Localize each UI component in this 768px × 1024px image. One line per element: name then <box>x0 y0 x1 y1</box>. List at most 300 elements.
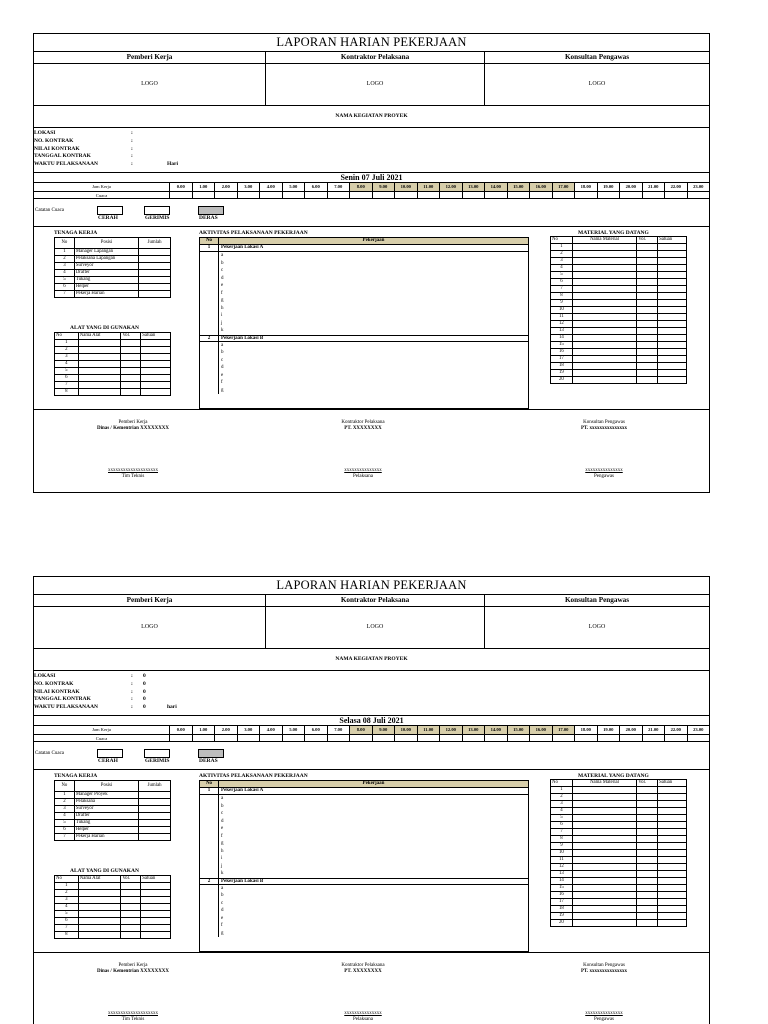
tools-cell[interactable] <box>121 911 141 918</box>
material-cell[interactable] <box>658 363 687 370</box>
tools-cell[interactable] <box>141 382 171 389</box>
tools-cell[interactable] <box>141 911 171 918</box>
labour-count[interactable] <box>139 834 171 841</box>
activity-item-row[interactable] <box>200 327 528 335</box>
weather-cell[interactable] <box>529 192 552 199</box>
material-cell[interactable] <box>658 286 687 293</box>
weather-cell[interactable] <box>552 735 575 742</box>
activity-item-row[interactable] <box>200 915 528 923</box>
tools-cell[interactable] <box>78 340 121 347</box>
material-no: 18 <box>551 363 573 370</box>
material-row <box>551 808 687 815</box>
weather-option-label: CERAH <box>98 215 118 221</box>
material-cell[interactable] <box>637 335 658 342</box>
activity-item-row[interactable] <box>200 870 528 878</box>
material-cell[interactable] <box>572 857 636 864</box>
material-cell[interactable] <box>658 244 687 251</box>
weather-cell[interactable] <box>439 735 462 742</box>
material-cell[interactable] <box>658 843 687 850</box>
material-cell[interactable] <box>637 307 658 314</box>
weather-cell[interactable] <box>237 735 260 742</box>
material-cell[interactable] <box>637 258 658 265</box>
info-label: NILAI KONTRAK <box>34 145 80 152</box>
material-cell[interactable] <box>658 892 687 899</box>
material-cell[interactable] <box>658 314 687 321</box>
material-cell[interactable] <box>658 801 687 808</box>
tools-cell[interactable] <box>141 925 171 932</box>
tools-cell[interactable] <box>121 354 141 361</box>
tools-cell[interactable] <box>141 375 171 382</box>
tools-cell[interactable] <box>121 382 141 389</box>
hour-cell: 0.00 <box>169 726 192 734</box>
weather-cell[interactable] <box>642 192 665 199</box>
labour-header: Jumlah <box>139 238 171 249</box>
material-cell[interactable] <box>658 864 687 871</box>
material-cell[interactable] <box>637 850 658 857</box>
material-cell[interactable] <box>637 892 658 899</box>
activity-item-row[interactable] <box>200 349 528 357</box>
tools-cell[interactable] <box>78 890 121 897</box>
tools-cell[interactable] <box>78 925 121 932</box>
tools-cell[interactable] <box>121 361 141 368</box>
material-cell[interactable] <box>572 906 636 913</box>
material-cell[interactable] <box>658 342 687 349</box>
activity-item-row[interactable] <box>200 818 528 826</box>
activity-item-row[interactable] <box>200 863 528 871</box>
material-row <box>551 272 687 279</box>
tools-cell[interactable] <box>141 897 171 904</box>
material-cell[interactable] <box>637 843 658 850</box>
labour-count[interactable] <box>139 256 171 263</box>
tools-cell[interactable] <box>141 361 171 368</box>
tools-cell[interactable] <box>78 897 121 904</box>
material-cell[interactable] <box>637 272 658 279</box>
labour-count[interactable] <box>139 806 171 813</box>
tools-cell[interactable] <box>78 918 121 925</box>
activity-item-no <box>200 810 219 818</box>
material-cell[interactable] <box>572 878 636 885</box>
activity-item-row[interactable] <box>200 252 528 260</box>
activity-item-row[interactable] <box>200 900 528 908</box>
tools-cell[interactable] <box>141 389 171 396</box>
labour-position: Surveyor <box>74 263 138 270</box>
weather-cell[interactable] <box>237 192 260 199</box>
material-cell[interactable] <box>637 370 658 377</box>
tools-cell[interactable] <box>121 890 141 897</box>
material-cell[interactable] <box>637 377 658 384</box>
material-cell[interactable] <box>658 377 687 384</box>
material-cell[interactable] <box>637 878 658 885</box>
tools-cell[interactable] <box>78 347 121 354</box>
weather-swatch-gerimis <box>144 206 170 215</box>
material-cell[interactable] <box>572 850 636 857</box>
tools-cell[interactable] <box>141 890 171 897</box>
activity-item-row[interactable] <box>200 848 528 856</box>
weather-cell[interactable] <box>507 735 530 742</box>
material-cell[interactable] <box>658 787 687 794</box>
tools-cell[interactable] <box>121 897 141 904</box>
material-cell[interactable] <box>658 822 687 829</box>
activity-item-row[interactable] <box>200 312 528 320</box>
material-cell[interactable] <box>658 850 687 857</box>
signature-role: Kontraktor Pelaksana <box>341 420 385 425</box>
activity-item-row[interactable] <box>200 290 528 298</box>
weather-cell[interactable] <box>552 192 575 199</box>
tools-cell[interactable] <box>78 382 121 389</box>
weather-cell[interactable] <box>327 192 350 199</box>
material-cell[interactable] <box>637 363 658 370</box>
material-cell[interactable] <box>572 822 636 829</box>
activity-item-row[interactable] <box>200 275 528 283</box>
material-cell[interactable] <box>637 815 658 822</box>
activity-item-row[interactable] <box>200 357 528 365</box>
weather-cell[interactable] <box>484 735 507 742</box>
weather-cell[interactable] <box>304 735 327 742</box>
material-cell[interactable] <box>658 349 687 356</box>
material-cell[interactable] <box>658 307 687 314</box>
material-cell[interactable] <box>637 836 658 843</box>
weather-cell[interactable] <box>664 192 687 199</box>
material-cell[interactable] <box>572 293 636 300</box>
activity-item-row[interactable] <box>200 305 528 313</box>
weather-cell[interactable] <box>642 735 665 742</box>
weather-cell[interactable] <box>304 192 327 199</box>
activity-item-row[interactable] <box>200 795 528 803</box>
activity-item-row[interactable] <box>200 930 528 938</box>
tools-row <box>55 347 171 354</box>
material-row <box>551 892 687 899</box>
material-cell[interactable] <box>637 356 658 363</box>
activity-item-row[interactable] <box>200 840 528 848</box>
tools-cell[interactable] <box>121 375 141 382</box>
material-cell[interactable] <box>637 801 658 808</box>
material-cell[interactable] <box>637 321 658 328</box>
material-cell[interactable] <box>637 265 658 272</box>
activity-item-row[interactable] <box>200 379 528 387</box>
weather-cell[interactable] <box>687 735 710 742</box>
tools-cell[interactable] <box>141 340 171 347</box>
material-cell[interactable] <box>572 864 636 871</box>
weather-cell[interactable] <box>597 192 620 199</box>
weather-cell[interactable] <box>327 735 350 742</box>
material-cell[interactable] <box>658 913 687 920</box>
material-cell[interactable] <box>572 920 636 927</box>
tools-header: No <box>55 333 79 340</box>
activity-item-row[interactable] <box>200 372 528 380</box>
material-cell[interactable] <box>572 335 636 342</box>
activity-item-row[interactable] <box>200 892 528 900</box>
activity-item-row[interactable] <box>200 885 528 893</box>
weather-cell[interactable] <box>259 735 282 742</box>
tools-cell[interactable] <box>141 354 171 361</box>
material-cell[interactable] <box>658 815 687 822</box>
material-cell[interactable] <box>658 836 687 843</box>
material-cell[interactable] <box>572 899 636 906</box>
material-cell[interactable] <box>658 321 687 328</box>
material-cell[interactable] <box>572 321 636 328</box>
tools-cell[interactable] <box>141 918 171 925</box>
material-cell[interactable] <box>637 279 658 286</box>
activity-item-letter: a <box>221 885 224 891</box>
material-cell[interactable] <box>658 808 687 815</box>
weather-cell[interactable] <box>417 192 440 199</box>
material-cell[interactable] <box>572 885 636 892</box>
material-no: 1 <box>551 244 573 251</box>
activity-item-letter: e <box>221 915 224 921</box>
material-cell[interactable] <box>572 328 636 335</box>
weather-cell[interactable] <box>619 192 642 199</box>
material-cell[interactable] <box>572 272 636 279</box>
material-cell[interactable] <box>658 335 687 342</box>
material-cell[interactable] <box>637 293 658 300</box>
material-cell[interactable] <box>658 279 687 286</box>
material-cell[interactable] <box>658 899 687 906</box>
material-cell[interactable] <box>658 251 687 258</box>
activity-item-letter: a <box>221 253 224 258</box>
labour-count[interactable] <box>139 813 171 820</box>
material-cell[interactable] <box>637 244 658 251</box>
material-cell[interactable] <box>572 829 636 836</box>
weather-cell[interactable] <box>417 735 440 742</box>
material-cell[interactable] <box>572 244 636 251</box>
material-cell[interactable] <box>572 356 636 363</box>
activity-item-row[interactable] <box>200 833 528 841</box>
weather-cell[interactable] <box>192 735 215 742</box>
tools-cell[interactable] <box>78 361 121 368</box>
activity-item-row[interactable] <box>200 907 528 915</box>
weather-hour-row[interactable] <box>169 192 709 199</box>
material-cell[interactable] <box>637 794 658 801</box>
material-cell[interactable] <box>572 265 636 272</box>
material-row <box>551 300 687 307</box>
weather-cell[interactable] <box>214 192 237 199</box>
tools-cell[interactable] <box>121 389 141 396</box>
material-cell[interactable] <box>637 349 658 356</box>
material-cell[interactable] <box>572 314 636 321</box>
activity-item-row[interactable] <box>200 810 528 818</box>
material-cell[interactable] <box>658 906 687 913</box>
weather-cell[interactable] <box>282 192 305 199</box>
material-cell[interactable] <box>637 857 658 864</box>
material-cell[interactable] <box>637 808 658 815</box>
tools-cell[interactable] <box>141 932 171 939</box>
info-value: 0 <box>143 696 146 703</box>
weather-cell[interactable] <box>574 192 597 199</box>
material-cell[interactable] <box>637 251 658 258</box>
material-cell[interactable] <box>572 892 636 899</box>
material-cell[interactable] <box>572 808 636 815</box>
tools-cell[interactable] <box>78 932 121 939</box>
tools-cell[interactable] <box>141 904 171 911</box>
material-cell[interactable] <box>637 328 658 335</box>
material-cell[interactable] <box>572 801 636 808</box>
material-cell[interactable] <box>637 906 658 913</box>
weather-cell[interactable] <box>169 735 192 742</box>
tools-row <box>55 897 171 904</box>
signature-party <box>58 963 208 975</box>
material-cell[interactable] <box>637 829 658 836</box>
material-cell[interactable] <box>637 342 658 349</box>
weather-cell[interactable] <box>394 192 417 199</box>
tools-cell[interactable] <box>78 389 121 396</box>
labour-count[interactable] <box>139 284 171 291</box>
tools-cell[interactable] <box>78 904 121 911</box>
tools-cell[interactable] <box>78 375 121 382</box>
tools-no: 1 <box>55 340 79 347</box>
activity-item-row[interactable] <box>200 364 528 372</box>
labour-count[interactable] <box>139 827 171 834</box>
activity-item-row[interactable] <box>200 803 528 811</box>
tools-cell[interactable] <box>141 347 171 354</box>
weather-cell[interactable] <box>372 735 395 742</box>
material-cell[interactable] <box>637 899 658 906</box>
activity-item-row[interactable] <box>200 267 528 275</box>
material-cell[interactable] <box>637 314 658 321</box>
material-cell[interactable] <box>658 857 687 864</box>
material-cell[interactable] <box>572 787 636 794</box>
material-cell[interactable] <box>637 300 658 307</box>
weather-cell[interactable] <box>687 192 710 199</box>
material-cell[interactable] <box>658 258 687 265</box>
tools-cell[interactable] <box>78 354 121 361</box>
labour-count[interactable] <box>139 263 171 270</box>
weather-cell[interactable] <box>349 735 372 742</box>
weather-cell[interactable] <box>529 735 552 742</box>
weather-cell[interactable] <box>507 192 530 199</box>
material-cell[interactable] <box>658 794 687 801</box>
tools-cell[interactable] <box>121 368 141 375</box>
labour-count[interactable] <box>139 799 171 806</box>
material-cell[interactable] <box>637 822 658 829</box>
weather-hour-row[interactable] <box>169 735 709 742</box>
labour-count[interactable] <box>139 277 171 284</box>
tools-cell[interactable] <box>78 911 121 918</box>
labour-position: Pelaksana Lapangan <box>74 256 138 263</box>
activity-item-row[interactable] <box>200 342 528 350</box>
tools-cell[interactable] <box>121 340 141 347</box>
material-cell[interactable] <box>658 829 687 836</box>
weather-cell[interactable] <box>282 735 305 742</box>
tools-cell[interactable] <box>121 918 141 925</box>
material-cell[interactable] <box>572 279 636 286</box>
material-cell[interactable] <box>658 871 687 878</box>
material-cell[interactable] <box>637 913 658 920</box>
activity-item-row[interactable] <box>200 297 528 305</box>
weather-cell[interactable] <box>259 192 282 199</box>
material-cell[interactable] <box>572 307 636 314</box>
material-cell[interactable] <box>658 885 687 892</box>
activity-group-name: Pekerjaan Lokasi B <box>221 878 264 884</box>
activity-item-row[interactable] <box>200 825 528 833</box>
hour-cell: 4.00 <box>259 726 282 734</box>
material-row <box>551 871 687 878</box>
weather-cell[interactable] <box>169 192 192 199</box>
weather-cell[interactable] <box>462 735 485 742</box>
labour-count[interactable] <box>139 270 171 277</box>
labour-count[interactable] <box>139 291 171 298</box>
material-cell[interactable] <box>658 328 687 335</box>
material-cell[interactable] <box>572 836 636 843</box>
material-cell[interactable] <box>572 342 636 349</box>
weather-cell[interactable] <box>484 192 507 199</box>
labour-row <box>55 263 171 270</box>
material-cell[interactable] <box>572 794 636 801</box>
weather-cell[interactable] <box>192 192 215 199</box>
material-cell[interactable] <box>658 878 687 885</box>
material-cell[interactable] <box>572 377 636 384</box>
weather-cell[interactable] <box>394 735 417 742</box>
weather-cell[interactable] <box>664 735 687 742</box>
tools-cell[interactable] <box>141 368 171 375</box>
labour-count[interactable] <box>139 820 171 827</box>
activity-item-row[interactable] <box>200 855 528 863</box>
weather-cell[interactable] <box>349 192 372 199</box>
tools-cell[interactable] <box>78 883 121 890</box>
material-cell[interactable] <box>637 787 658 794</box>
material-cell[interactable] <box>658 265 687 272</box>
material-cell[interactable] <box>572 251 636 258</box>
weather-cell[interactable] <box>619 735 642 742</box>
material-cell[interactable] <box>572 300 636 307</box>
activity-item-row[interactable] <box>200 922 528 930</box>
material-cell[interactable] <box>658 370 687 377</box>
tools-cell[interactable] <box>121 883 141 890</box>
activity-item-row[interactable] <box>200 320 528 328</box>
material-cell[interactable] <box>572 286 636 293</box>
material-cell[interactable] <box>572 370 636 377</box>
labour-no: 1 <box>55 249 75 256</box>
material-cell[interactable] <box>637 286 658 293</box>
labour-count[interactable] <box>139 249 171 256</box>
tools-cell[interactable] <box>121 925 141 932</box>
material-cell[interactable] <box>658 920 687 927</box>
material-cell[interactable] <box>658 272 687 279</box>
material-row <box>551 293 687 300</box>
material-cell[interactable] <box>637 920 658 927</box>
tools-cell[interactable] <box>78 368 121 375</box>
material-cell[interactable] <box>572 363 636 370</box>
info-separator: : <box>131 673 133 679</box>
material-cell[interactable] <box>637 885 658 892</box>
material-cell[interactable] <box>658 356 687 363</box>
material-cell[interactable] <box>572 349 636 356</box>
material-cell[interactable] <box>572 815 636 822</box>
material-cell[interactable] <box>572 871 636 878</box>
activity-item-row[interactable] <box>200 282 528 290</box>
tools-cell[interactable] <box>141 883 171 890</box>
activity-item-row[interactable] <box>200 387 528 395</box>
labour-count[interactable] <box>139 792 171 799</box>
weather-cell[interactable] <box>372 192 395 199</box>
material-cell[interactable] <box>572 913 636 920</box>
tools-row <box>55 911 171 918</box>
weather-cell[interactable] <box>574 735 597 742</box>
weather-cell[interactable] <box>597 735 620 742</box>
material-cell[interactable] <box>637 864 658 871</box>
material-cell[interactable] <box>572 258 636 265</box>
material-cell[interactable] <box>658 300 687 307</box>
tools-cell[interactable] <box>121 347 141 354</box>
tools-cell[interactable] <box>121 904 141 911</box>
material-cell[interactable] <box>658 293 687 300</box>
tools-cell[interactable] <box>121 932 141 939</box>
activity-item-row[interactable] <box>200 260 528 268</box>
material-cell[interactable] <box>572 843 636 850</box>
weather-cell[interactable] <box>439 192 462 199</box>
weather-cell[interactable] <box>214 735 237 742</box>
material-cell[interactable] <box>637 871 658 878</box>
weather-cell[interactable] <box>462 192 485 199</box>
